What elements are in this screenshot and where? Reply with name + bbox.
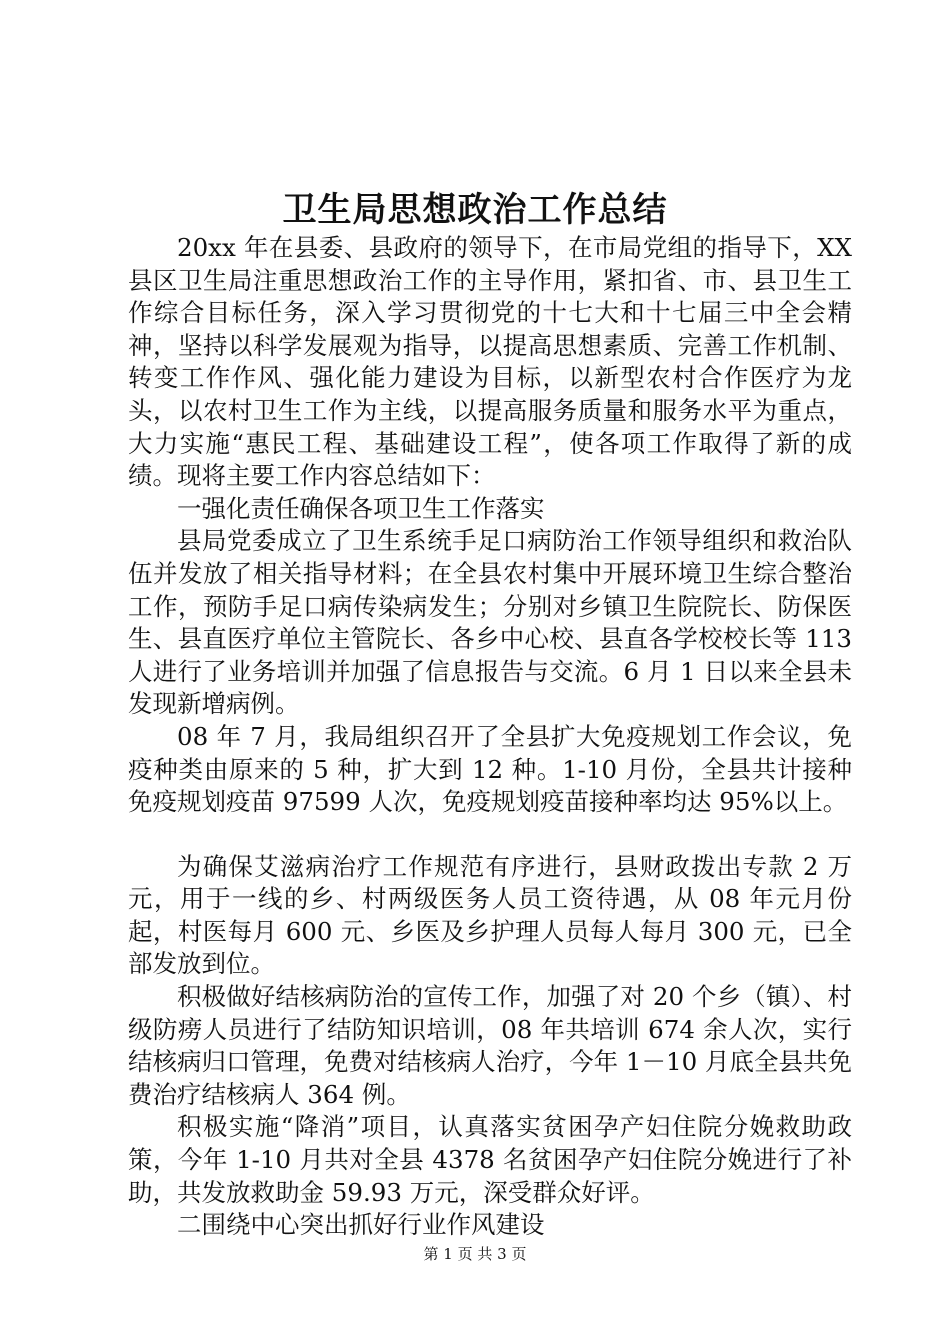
section-heading-1: 一强化责任确保各项卫生工作落实 <box>177 493 545 523</box>
paragraph-hfmd: 县局党委成立了卫生系统手足口病防治工作领导组织和救治队伍并发放了相关指导材料；在全县农村集中开展环境卫生综合整治工作，预防手足口病传染病发生；分别对乡镇卫生院院长、防保医生、县直医疗单位主管院长、各乡中心校、县直各学校校长等 113 人进行了业务培训并加强了信息报告与交流。6 月 1 日以来全县未发现新增病例。 <box>128 526 852 719</box>
paragraph-maternal: 积极实施“降消”项目，认真落实贫困孕产妇住院分娩救助政策，今年 1-10 月共对全县 4378 名贫困孕产妇住院分娩进行了补助，共发放救助金 59.93 万元，深受群众好评。 <box>128 1112 852 1207</box>
document-body <box>128 232 852 1242</box>
page-number-footer: 第 1 页 共 3 页 <box>423 1245 527 1263</box>
paragraph-tuberculosis: 积极做好结核病防治的宣传工作，加强了对 20 个乡（镇）、村级防痨人员进行了结防知识培训，08 年共培训 674 余人次，实行结核病归口管理，免费对结核病人治疗，今年 1－10 月底全县共免费治疗结核病人 364 例。 <box>128 982 852 1109</box>
paragraph-immunization: 08 年 7 月，我局组织召开了全县扩大免疫规划工作会议，免疫种类由原来的 5 种，扩大到 12 种。1-10 月份，全县共计接种免疫规划疫苗 97599 人次，免疫规划疫苗接种率均达 95%以上。 <box>128 721 852 817</box>
document-title: 卫生局思想政治工作总结 <box>282 190 668 230</box>
paragraph-intro: 20xx 年在县委、县政府的领导下，在市局党组的指导下，XX 县区卫生局注重思想政治工作的主导作用，紧扣省、市、县卫生工作综合目标任务，深入学习贯彻党的十七大和十七届三中全会精神，坚持以科学发展观为指导，以提高思想素质、完善工作机制、转变工作作风、强化能力建设为目标，以新型农村合作医疗为龙头，以农村卫生工作为主线，以提高服务质量和服务水平为重点，大力实施“惠民工程、基础建设工程”，使各项工作取得了新的成绩。现将主要工作内容总结如下： <box>128 233 852 491</box>
paragraph-aids: 为确保艾滋病治疗工作规范有序进行，县财政拨出专款 2 万元，用于一线的乡、村两级医务人员工资待遇，从 08 年元月份起，村医每月 600 元、乡医及乡护理人员每人每月 300 元，已全部发放到位。 <box>128 851 852 979</box>
section-heading-2: 二围绕中心突出抓好行业作风建设 <box>177 1210 545 1240</box>
